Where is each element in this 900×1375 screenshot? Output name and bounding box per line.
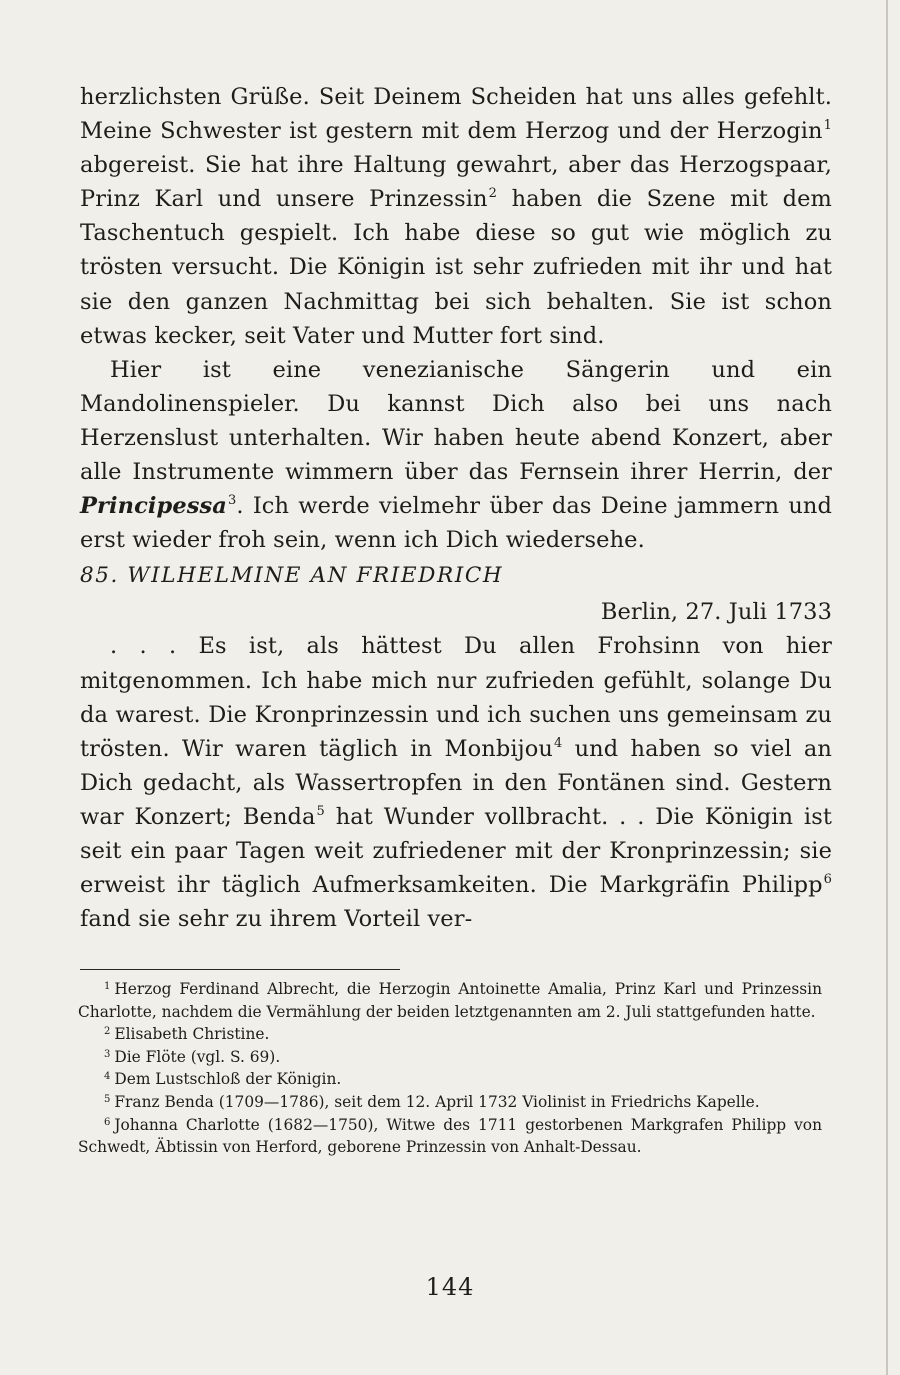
paragraph-text: haben die Szene mit dem Taschentuch gespielt. Ich habe diese so gut wie möglich zu trösten versucht. Die Königin ist sehr zufrieden mit ihr und hat sie den ganzen Nachmittag bei sich behalten. Sie ist schon etwas kecker, seit Vater und Mutter fort sind. — [80, 186, 832, 349]
footnote-ref: 4 — [553, 735, 563, 751]
footnote — [78, 1023, 822, 1046]
footnote-text: Dem Lustschloß der Königin. — [114, 1070, 342, 1089]
footnote-number: 6 — [104, 1116, 111, 1128]
footnote-number: 2 — [104, 1026, 111, 1038]
paragraph — [80, 80, 832, 353]
paragraph-text: . . . Es ist, als hättest Du allen Frohsinn von hier mitgenommen. Ich habe mich nur zufrieden gefühlt, solange Du da warest. Die Kronprinzessin und ich suchen uns gemeinsam zu trösten. Wir waren täglich in Monbijou — [80, 633, 832, 762]
footnote — [78, 1091, 822, 1114]
footnote-text: Elisabeth Christine. — [114, 1025, 270, 1044]
footnote-divider — [80, 969, 400, 970]
paragraph-text: und haben so viel an Dich gedacht, als Wassertropfen in den Fontänen sind. Gestern war Konzert; Benda — [80, 735, 832, 830]
paragraph-text: Hier ist eine venezianische Sängerin und ein Mandolinenspieler. Du kannst Dich also bei uns nach Herzenslust unterhalten. Wir haben heute abend Konzert, aber alle Instrumente wimmern über das Fernsein ihrer Herrin, der — [80, 356, 832, 486]
paragraph-text: abgereist. Sie hat ihre Haltung gewahrt, aber das Herzogspaar, Prinz Karl und unsere Prinzessin — [80, 152, 832, 213]
footnote — [78, 1046, 822, 1069]
footnote-text: Herzog Ferdinand Albrecht, die Herzogin Antoinette Amalia, Prinz Karl und Prinzessin Charlotte, nachdem die Vermählung der beiden letztgenannten am 2. Juli stattgefunden hatte. — [78, 980, 822, 1021]
paragraph-text: fand sie sehr zu ihrem Vorteil ver- — [80, 906, 473, 933]
paragraph-text: herzlichsten Grüße. Seit Deinem Scheiden hat uns alles gefehlt. Meine Schwester ist gestern mit dem Herzog und der Herzogin — [80, 84, 832, 145]
footnote-text: Franz Benda (1709—1786), seit dem 12. April 1732 Violinist in Friedrichs Kapelle. — [114, 1092, 760, 1111]
footnote-ref: 5 — [316, 803, 325, 819]
page-number: 144 — [425, 1273, 475, 1301]
page-edge — [886, 0, 888, 1375]
footnote-text: Die Flöte (vgl. S. 69). — [114, 1047, 281, 1066]
letter-heading: 85. WILHELMINE AN FRIEDRICH — [80, 563, 504, 589]
footnote-number: 1 — [104, 981, 111, 992]
footnote — [78, 1068, 822, 1091]
nowrap-group — [80, 493, 236, 519]
footnote-ref: 2 — [488, 186, 498, 202]
body-text — [80, 80, 832, 936]
footnote-ref: 1 — [823, 118, 832, 134]
footnote — [78, 978, 822, 1023]
paragraph — [80, 353, 832, 558]
paragraph-text: . Ich werde vielmehr über das Deine jammern und erst wieder froh sein, wenn ich Dich wiedersehe. — [80, 493, 832, 554]
paragraph — [80, 629, 832, 936]
footnote — [78, 1114, 822, 1159]
footnote-ref: 3 — [228, 493, 237, 509]
footnotes — [78, 978, 822, 1159]
footnote-ref: 6 — [823, 872, 832, 888]
paragraph-text: hat Wunder vollbracht. . . Die Königin ist seit ein paar Tagen weit zufriedener mit der Kronprinzessin; sie erweist ihr täglich Aufmerksamkeiten. Die Markgräfin Philipp — [80, 803, 832, 899]
footnote-text: Johanna Charlotte (1682—1750), Witwe des 1711 gestorbenen Markgrafen Philipp von Schwedt, Äbtissin von Herford, geborene Prinzessin von Anhalt-Dessau. — [78, 1115, 822, 1157]
footnote-number: 4 — [104, 1071, 111, 1083]
footnote-number: 3 — [104, 1048, 111, 1060]
emphasis-word: Principessa — [80, 493, 227, 520]
dateline: Berlin, 27. Juli 1733 — [600, 599, 832, 626]
footnote-number: 5 — [104, 1093, 111, 1105]
